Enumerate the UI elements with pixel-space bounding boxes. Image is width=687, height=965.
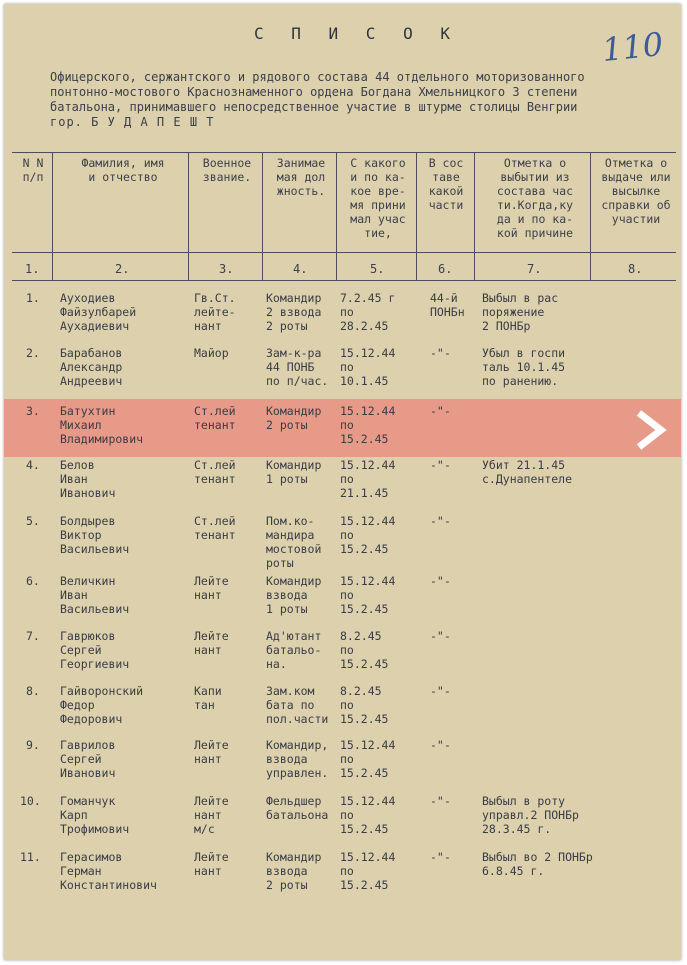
position: Ад'ютант [266,629,322,643]
position: 1 роты [266,602,308,616]
column-header: Фамилия, имя и отчество [81,156,165,184]
departure-note: 6.8.45 г. [482,864,545,878]
position: Командир [266,291,322,305]
military-rank: Лейте [194,574,229,588]
position: роты [266,556,294,570]
column-header: Военное звание. [202,156,252,184]
person-name: Ауходиев [60,291,116,305]
person-name: Величкин [60,574,116,588]
participation-period: 21.1.45 [340,486,389,500]
table-row[interactable] [4,792,681,844]
position: батальона [266,808,329,822]
military-rank: Лейте [194,850,229,864]
col-divider [262,152,263,280]
participation-period: по [340,864,354,878]
position: взвода [266,864,308,878]
person-name: Аухадиевич [60,319,130,333]
unit: -"- [430,404,451,418]
row-number: 8. [26,684,40,698]
column-number: 8. [628,262,643,276]
row-number: 9. [26,738,40,752]
person-name: Сергей [60,752,102,766]
departure-note: с.Дунапентеле [482,472,573,486]
person-name: Сергей [60,643,102,657]
participation-period: 28.2.45 [340,319,389,333]
position: Командир [266,458,322,472]
person-name: Васильевич [60,602,130,616]
position: Командир [266,574,322,588]
military-rank: тан [194,698,215,712]
position: пол.части [266,712,329,726]
table-top-rule [12,152,676,153]
col-divider [590,152,591,280]
table-row[interactable] [4,456,681,508]
unit: 44-й [430,291,458,305]
military-rank: Майор [194,346,229,360]
position: Пом.ко- [266,514,315,528]
position: 2 роты [266,418,308,432]
participation-period: 15.2.45 [340,432,389,446]
military-rank: Ст.лей [194,404,236,418]
column-header: N N п/п [22,156,44,184]
unit: -"- [430,574,451,588]
person-name: Трофимович [60,822,130,836]
col-divider [474,152,475,280]
participation-period: 8.2.45 [340,684,382,698]
document-page [4,4,681,960]
unit: ПОНБн [430,305,465,319]
person-name: Болдырев [60,514,116,528]
person-name: Иванович [60,486,116,500]
col-divider [52,152,53,280]
position: Командир, [266,738,329,752]
participation-period: по [340,528,354,542]
row-number: 1. [26,291,40,305]
military-rank: Ст.лей [194,458,236,472]
position: мостовой [266,542,322,556]
person-name: Файзулбарей [60,305,137,319]
person-name: Гаврюков [60,629,116,643]
header-line: гор. Б У Д А П Е Ш Т [50,115,215,129]
table-row[interactable] [4,736,681,788]
participation-period: 15.12.44 [340,738,396,752]
person-name: Владимирович [60,432,144,446]
table-row[interactable] [4,512,681,570]
person-name: Иван [60,588,88,602]
participation-period: по [340,305,354,319]
participation-period: 15.12.44 [340,794,396,808]
column-header: С какого и по ка- кое вре- мя прини мал учас тие, [350,156,406,240]
departure-note: 2 ПОНБр [482,319,531,333]
header-line: батальона, принимавшего непосредственное участие в штурме столицы Венгрии [50,100,578,114]
position: Фельдшер [266,794,322,808]
military-rank: нант [194,643,222,657]
page-title: С П И С О К [254,24,459,43]
person-name: Константинович [60,878,157,892]
position: бата по [266,698,315,712]
participation-period: 15.12.44 [340,574,396,588]
position: Зам-к-ра [266,346,322,360]
position: Командир [266,850,322,864]
position: по п/час. [266,374,329,388]
participation-period: 15.2.45 [340,878,389,892]
person-name: Герман [60,864,102,878]
unit: -"- [430,458,451,472]
military-rank: Лейте [194,794,229,808]
column-header: В сос таве какой части [428,156,464,212]
column-number: 4. [293,262,308,276]
participation-period: 15.12.44 [340,514,396,528]
military-rank: Ст.лей [194,514,236,528]
participation-period: 15.12.44 [340,850,396,864]
departure-note: поряжение [482,305,545,319]
military-rank: нант [194,319,222,333]
participation-period: по [340,588,354,602]
participation-period: по [340,698,354,712]
military-rank: нант [194,864,222,878]
departure-note: 28.3.45 г. [482,822,552,836]
participation-period: 8.2.45 [340,629,382,643]
participation-period: 15.2.45 [340,712,389,726]
military-rank: нант [194,752,222,766]
column-number: 7. [527,262,542,276]
departure-note: управл.2 ПОНБр [482,808,579,822]
person-name: Иван [60,472,88,486]
participation-period: 15.2.45 [340,542,389,556]
column-number: 3. [219,262,234,276]
person-name: Иванович [60,766,116,780]
participation-period: 15.12.44 [340,404,396,418]
row-number: 3. [26,404,40,418]
person-name: Барабанов [60,346,123,360]
person-name: Александр [60,360,123,374]
position: взвода [266,588,308,602]
chevron-right-icon [633,409,667,451]
column-number: 2. [115,262,130,276]
table-row[interactable] [4,344,681,396]
column-header: Отметка о выдаче или высылке справки об участии [601,156,671,226]
unit: -"- [430,738,451,752]
unit: -"- [430,850,451,864]
column-number: 5. [370,262,385,276]
person-name: Батухтин [60,404,116,418]
military-rank: тенант [194,528,236,542]
participation-period: 15.2.45 [340,657,389,671]
departure-note: таль 10.1.45 [482,360,566,374]
row-number: 4. [26,458,40,472]
row-number: 10. [20,794,41,808]
departure-note: по ранению. [482,374,559,388]
column-number: 6. [438,262,453,276]
position: Зам.ком [266,684,315,698]
col-divider [416,152,417,280]
participation-period: по [340,752,354,766]
table-row[interactable] [4,682,681,734]
participation-period: по [340,808,354,822]
person-name: Гаврилов [60,738,116,752]
next-page-arrow[interactable] [630,406,670,454]
header-line: Офицерского, сержантского и рядового состава 44 отдельного моторизованного [50,70,585,84]
participation-period: по [340,472,354,486]
table-header-rule [12,252,676,253]
military-rank: Гв.Ст. [194,291,236,305]
table-row[interactable] [4,572,681,624]
military-rank: лейте- [194,305,236,319]
participation-period: 15.2.45 [340,602,389,616]
military-rank: Лейте [194,629,229,643]
position: 1 роты [266,472,308,486]
person-name: Виктор [60,528,102,542]
departure-note: Выбыл в рас [482,291,559,305]
row-number: 5. [26,514,40,528]
unit: -"- [430,629,451,643]
person-name: Белов [60,458,95,472]
document-header [50,70,585,130]
person-name: Карп [60,808,88,822]
participation-period: 15.2.45 [340,766,389,780]
participation-period: по [340,360,354,374]
military-rank: тенант [194,472,236,486]
military-rank: нант [194,808,222,822]
military-rank: тенант [194,418,236,432]
position: на. [266,657,287,671]
participation-period: по [340,643,354,657]
row-number: 2. [26,346,40,360]
participation-period: 10.1.45 [340,374,389,388]
unit: -"- [430,346,451,360]
column-header: Занимае мая дол жность. [276,156,326,198]
position: батальо- [266,643,322,657]
person-name: Федорович [60,712,123,726]
person-name: Георгиевич [60,657,130,671]
person-name: Гоманчук [60,794,116,808]
participation-period: по [340,418,354,432]
position: 2 взвода [266,305,322,319]
unit: -"- [430,684,451,698]
table-row-highlighted[interactable] [4,399,681,457]
folio-number: 110 [600,24,665,70]
departure-note: Убыл в госпи [482,346,566,360]
row-number: 7. [26,629,40,643]
military-rank: Лейте [194,738,229,752]
col-divider [336,152,337,280]
person-name: Федор [60,698,95,712]
military-rank: Капи [194,684,222,698]
table-colnum-rule [12,280,676,281]
header-line: понтонно-мостового Краснознаменного ордена Богдана Хмельницкого 3 степени [50,85,578,99]
participation-period: 7.2.45 г [340,291,396,305]
table-row[interactable] [4,627,681,679]
position: мандира [266,528,315,542]
departure-note: Выбыл во 2 ПОНБр [482,850,593,864]
person-name: Герасимов [60,850,123,864]
table-row[interactable] [4,848,681,900]
column-number: 1. [25,262,40,276]
participation-period: 15.12.44 [340,346,396,360]
military-rank: нант [194,588,222,602]
position: 44 ПОНБ [266,360,315,374]
unit: -"- [430,514,451,528]
person-name: Гайворонский [60,684,144,698]
position: 2 роты [266,878,308,892]
departure-note: Выбыл в роту [482,794,566,808]
row-number: 11. [20,850,41,864]
participation-period: 15.2.45 [340,822,389,836]
unit: -"- [430,794,451,808]
table-row[interactable] [4,289,681,341]
person-name: Андреевич [60,374,123,388]
position: взвода [266,752,308,766]
col-divider [188,152,189,280]
column-header: Отметка о выбытии из состава час ти.Когда,ку да и по ка- кой причине [496,156,574,240]
position: управлен. [266,766,329,780]
person-name: Михаил [60,418,102,432]
person-name: Васильевич [60,542,130,556]
row-number: 6. [26,574,40,588]
departure-note: Убит 21.1.45 [482,458,566,472]
position: Командир [266,404,322,418]
participation-period: 15.12.44 [340,458,396,472]
military-rank: м/с [194,822,215,836]
position: 2 роты [266,319,308,333]
